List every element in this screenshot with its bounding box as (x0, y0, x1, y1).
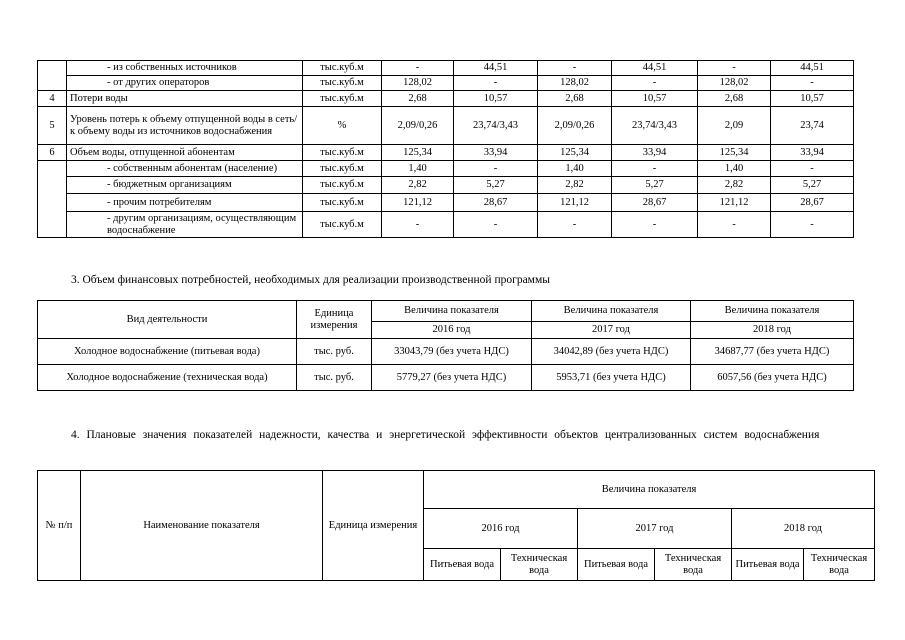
header-activity: Вид деятельности (38, 301, 297, 339)
reliability-indicators-table (37, 470, 875, 581)
header-drinking-water: Питьевая вода (578, 549, 655, 581)
indicator-name: Объем воды, отпущенной абонентам (67, 145, 303, 161)
table-row (38, 61, 854, 76)
indicator-name: - из собственных источников (67, 61, 303, 76)
value-cell: 28,67 (771, 194, 854, 212)
value-cell: 28,67 (612, 194, 698, 212)
unit-cell: тыс.куб.м (303, 61, 382, 76)
value-cell: 121,12 (698, 194, 771, 212)
value-cell: - (454, 161, 538, 177)
value-cell: 5,27 (612, 177, 698, 194)
header-name: Наименование показателя (81, 471, 323, 581)
unit-cell: тыс.куб.м (303, 145, 382, 161)
row-number (38, 161, 67, 238)
value-cell: 5,27 (771, 177, 854, 194)
value-cell: 44,51 (771, 61, 854, 76)
activity-name: Холодное водоснабжение (техническая вода) (38, 365, 297, 391)
section4-title: 4. Плановые значения показателей надежности, качества и энергетической эффективности объектов централизованных систем водоснабжения (71, 429, 820, 441)
water-balance-table (37, 60, 854, 238)
table-row (38, 194, 854, 212)
header-value: Величина показателя (372, 301, 532, 322)
header-value: Величина показателя (691, 301, 854, 322)
header-year: 2018 год (691, 322, 854, 339)
value-cell: - (382, 61, 454, 76)
header-year: 2016 год (372, 322, 532, 339)
table-row (38, 107, 854, 145)
header-year: 2016 год (424, 509, 578, 549)
header-year: 2017 год (578, 509, 732, 549)
value-cell: 2,09/0,26 (538, 107, 612, 145)
row-number: 4 (38, 91, 67, 107)
value-cell: 2,68 (382, 91, 454, 107)
header-year: 2017 год (532, 322, 691, 339)
value-cell: 5,27 (454, 177, 538, 194)
value-cell: 23,74/3,43 (612, 107, 698, 145)
header-value: Величина показателя (532, 301, 691, 322)
value-cell: 44,51 (454, 61, 538, 76)
indicator-name: Уровень потерь к объему отпущенной воды в сеть/ к объему воды из источников водоснабжения (67, 107, 303, 145)
value-cell: 1,40 (538, 161, 612, 177)
value-cell: 2,82 (538, 177, 612, 194)
table-row (38, 91, 854, 107)
value-cell: - (612, 161, 698, 177)
value-cell: 5779,27 (без учета НДС) (372, 365, 532, 391)
row-number: 5 (38, 107, 67, 145)
value-cell: - (771, 212, 854, 238)
financial-needs-table (37, 300, 854, 391)
value-cell: 2,09 (698, 107, 771, 145)
value-cell: 44,51 (612, 61, 698, 76)
header-drinking-water: Питьевая вода (424, 549, 501, 581)
unit-cell: тыс.куб.м (303, 161, 382, 177)
row-number (38, 61, 67, 91)
indicator-name: Потери воды (67, 91, 303, 107)
value-cell: - (538, 212, 612, 238)
unit-cell: тыс. руб. (297, 365, 372, 391)
value-cell: 34687,77 (без учета НДС) (691, 339, 854, 365)
value-cell: - (771, 161, 854, 177)
value-cell: - (382, 212, 454, 238)
value-cell: 121,12 (382, 194, 454, 212)
header-unit: Единица измерения (297, 301, 372, 339)
value-cell: 33,94 (454, 145, 538, 161)
value-cell: 125,34 (698, 145, 771, 161)
indicator-name: - от других операторов (67, 76, 303, 91)
value-cell: 33,94 (771, 145, 854, 161)
value-cell: - (538, 61, 612, 76)
value-cell: 125,34 (382, 145, 454, 161)
value-cell: 2,82 (698, 177, 771, 194)
value-cell: 5953,71 (без учета НДС) (532, 365, 691, 391)
value-cell: - (612, 76, 698, 91)
unit-cell: тыс.куб.м (303, 177, 382, 194)
header-num: № п/п (38, 471, 81, 581)
value-cell: 23,74 (771, 107, 854, 145)
value-cell: 128,02 (698, 76, 771, 91)
indicator-name: - прочим потребителям (67, 194, 303, 212)
value-cell: 128,02 (538, 76, 612, 91)
value-cell: - (698, 61, 771, 76)
header-technical-water: Техническая вода (655, 549, 732, 581)
value-cell: 1,40 (382, 161, 454, 177)
header-drinking-water: Питьевая вода (732, 549, 804, 581)
table-row (38, 212, 854, 238)
indicator-name: - другим организациям, осуществляющим водоснабжение (67, 212, 303, 238)
value-cell: - (771, 76, 854, 91)
table-row (38, 365, 854, 391)
section3-title: 3. Объем финансовых потребностей, необходимых для реализации производственной программы (71, 274, 550, 286)
unit-cell: тыс.куб.м (303, 76, 382, 91)
value-cell: 28,67 (454, 194, 538, 212)
indicator-name: - собственным абонентам (население) (67, 161, 303, 177)
value-cell: 33043,79 (без учета НДС) (372, 339, 532, 365)
value-cell: 2,82 (382, 177, 454, 194)
value-cell: 34042,89 (без учета НДС) (532, 339, 691, 365)
water-balance-body (38, 61, 854, 238)
header-technical-water: Техническая вода (804, 549, 875, 581)
value-cell: 128,02 (382, 76, 454, 91)
unit-cell: % (303, 107, 382, 145)
table-row (38, 76, 854, 91)
table-row (38, 145, 854, 161)
header-value: Величина показателя (424, 471, 875, 509)
header-unit: Единица измерения (323, 471, 424, 581)
value-cell: 10,57 (612, 91, 698, 107)
value-cell: 2,68 (698, 91, 771, 107)
value-cell: - (612, 212, 698, 238)
value-cell: 6057,56 (без учета НДС) (691, 365, 854, 391)
table-row (38, 161, 854, 177)
value-cell: 10,57 (454, 91, 538, 107)
unit-cell: тыс. руб. (297, 339, 372, 365)
unit-cell: тыс.куб.м (303, 194, 382, 212)
value-cell: - (454, 76, 538, 91)
value-cell: 33,94 (612, 145, 698, 161)
table-row (38, 177, 854, 194)
row-number: 6 (38, 145, 67, 161)
header-year: 2018 год (732, 509, 875, 549)
activity-name: Холодное водоснабжение (питьевая вода) (38, 339, 297, 365)
value-cell: 121,12 (538, 194, 612, 212)
value-cell: 2,09/0,26 (382, 107, 454, 145)
value-cell: 125,34 (538, 145, 612, 161)
value-cell: 2,68 (538, 91, 612, 107)
value-cell: - (698, 212, 771, 238)
value-cell: 23,74/3,43 (454, 107, 538, 145)
value-cell: 10,57 (771, 91, 854, 107)
unit-cell: тыс.куб.м (303, 212, 382, 238)
value-cell: 1,40 (698, 161, 771, 177)
unit-cell: тыс.куб.м (303, 91, 382, 107)
value-cell: - (454, 212, 538, 238)
indicator-name: - бюджетным организациям (67, 177, 303, 194)
header-technical-water: Техническая вода (501, 549, 578, 581)
table-row (38, 339, 854, 365)
